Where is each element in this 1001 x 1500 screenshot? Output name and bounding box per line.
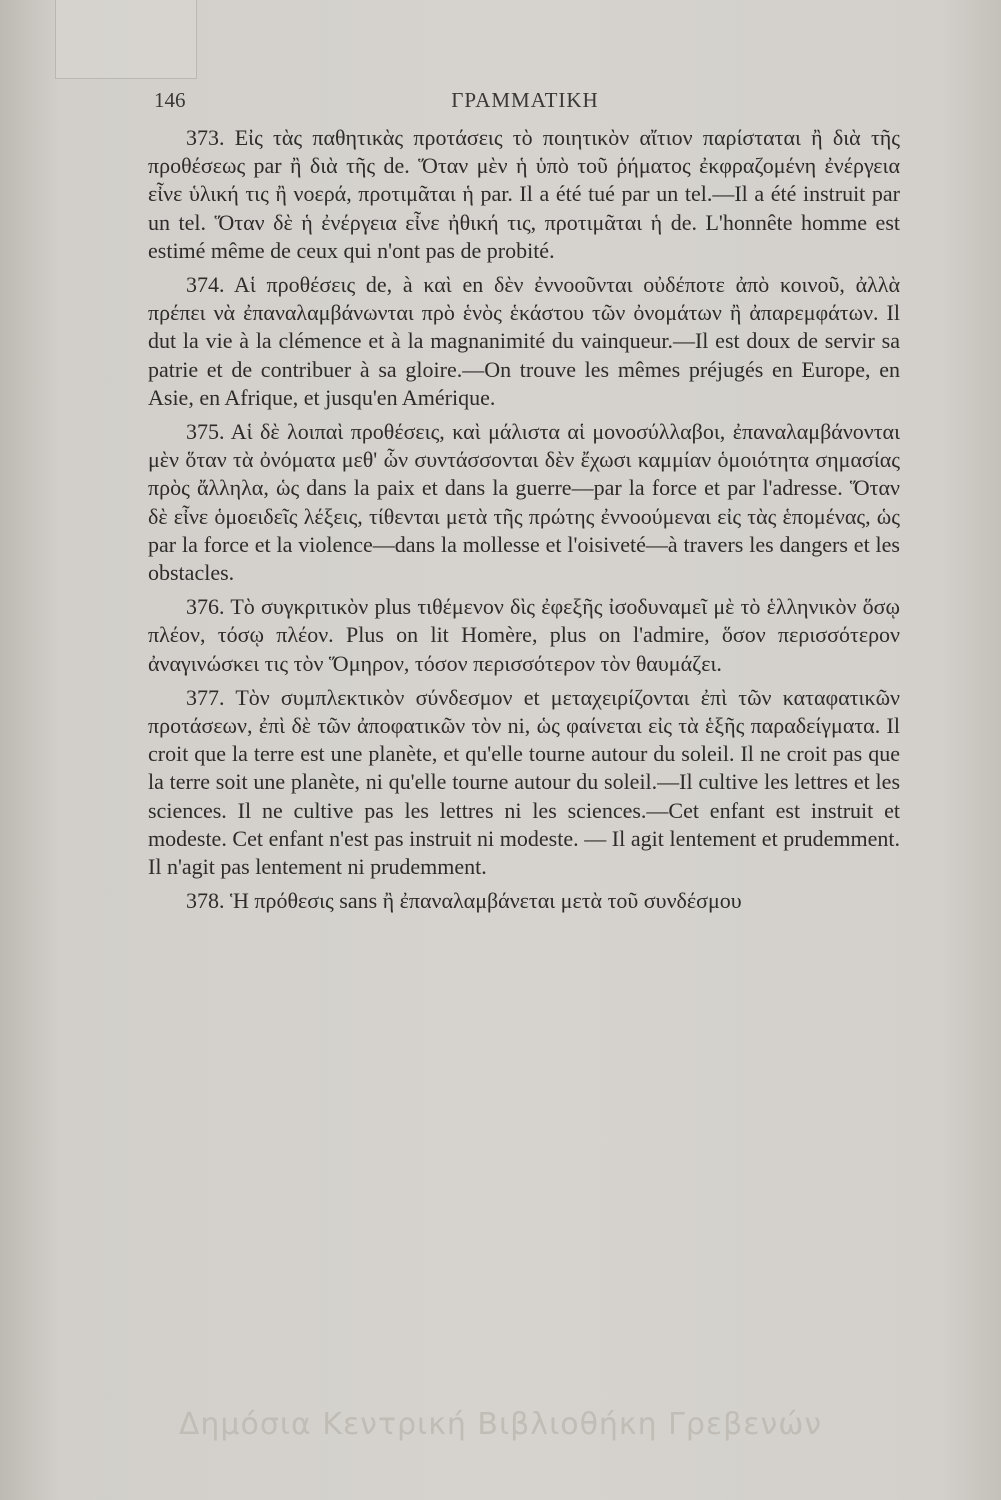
paragraph-373: 373. Εἰς τὰς παθητικὰς προτάσεις τὸ ποιητικὸν αἴτιον παρίσταται ἢ διὰ τῆς προθέσεως par ἢ διὰ τῆς de. Ὅταν μὲν ἡ ὑπὸ τοῦ ῥήματος ἐκφραζομένη ἐνέργεια εἶνε ὑλική τις ἢ νοερά, προτιμᾶται ἡ par. Il a été tué par un tel.—Il a été instruit par un tel. Ὅταν δὲ ἡ ἐνέργεια εἶνε ἠθική τις, προτιμᾶται ἡ de. L'honnête homme est estimé même de ceux qui n'ont pas de probité. <box>148 125 900 263</box>
paragraph-374: 374. Αἱ προθέσεις de, à καὶ en δὲν ἐννοοῦνται οὐδέποτε ἀπὸ κοινοῦ, ἀλλὰ πρέπει νὰ ἐπαναλαμβάνωνται πρὸ ἑνὸς ἑκάστου τῶν ὀνομάτων ἢ ἀπαρεμφάτων. Il dut la vie à la clémence et à la magnanimité du vainqueur.—Il est doux de servir sa patrie et de contribuer à sa gloire.—On trouve les mêmes préjugés en Europe, en Asie, en Afrique, et jusqu'en Amérique. <box>148 272 900 410</box>
library-stamp-mark <box>55 0 197 79</box>
paragraph-376: 376. Τὸ συγκριτικὸν plus τιθέμενον δὶς ἐφεξῆς ἰσοδυναμεῖ μὲ τὸ ἑλληνικὸν ὅσῳ πλέον, τόσῳ πλέον. Plus on lit Homère, plus on l'admire, ὅσον περισσότερον ἀναγινώσκει τις τὸν Ὅμηρον, τόσον περισσότερον τὸν θαυμάζει. <box>148 594 900 676</box>
library-watermark: Δημόσια Κεντρική Βιβλιοθήκη Γρεβενών <box>178 1407 823 1442</box>
paragraph-378: 378. Ἡ πρόθεσις sans ἢ ἐπαναλαμβάνεται μετὰ τοῦ συνδέσμου <box>186 888 742 914</box>
running-title: ΓΡΑΜΜΑΤΙΚΗ <box>451 88 599 112</box>
page-number: 146 <box>154 88 186 112</box>
page-header <box>150 80 900 120</box>
body-text <box>148 124 900 921</box>
paragraph-375: 375. Αἱ δὲ λοιπαὶ προθέσεις, καὶ μάλιστα αἱ μονοσύλλαβοι, ἐπαναλαμβάνονται μὲν ὅταν τὰ ὀνόματα μεθ' ὧν συντάσσονται δὲν ἔχωσι καμμίαν ὁμοιότητα σημασίας πρὸς ἄλληλα, ὡς dans la paix et dans la guerre—par la force et par l'adresse. Ὅταν δὲ εἶνε ὁμοειδεῖς λέξεις, τίθενται μετὰ τῆς πρώτης ἐννοούμεναι εἰς τὰς ἑπομένας, ὡς par la force et la violence—dans la mollesse et l'oisiveté—à travers les dangers et les obstacles. <box>148 419 900 586</box>
paragraph-377: 377. Τὸν συμπλεκτικὸν σύνδεσμον et μεταχειρίζονται ἐπὶ τῶν καταφατικῶν προτάσεων, ἐπὶ δὲ τῶν ἀποφατικῶν τὸν ni, ὡς φαίνεται εἰς τὰ ἑξῆς παραδείγματα. Il croit que la terre est une planète, et qu'elle tourne autour du soleil. Il ne croit pas que la terre soit une planète, ni qu'elle tourne autour du soleil.—Il cultive les lettres et les sciences. Il ne cultive pas les lettres ni les sciences.—Cet enfant est instruit et modeste. Cet enfant n'est pas instruit ni modeste. — Il agit lentement et prudemment. Il n'agit pas lentement ni prudemment. <box>148 684 900 880</box>
